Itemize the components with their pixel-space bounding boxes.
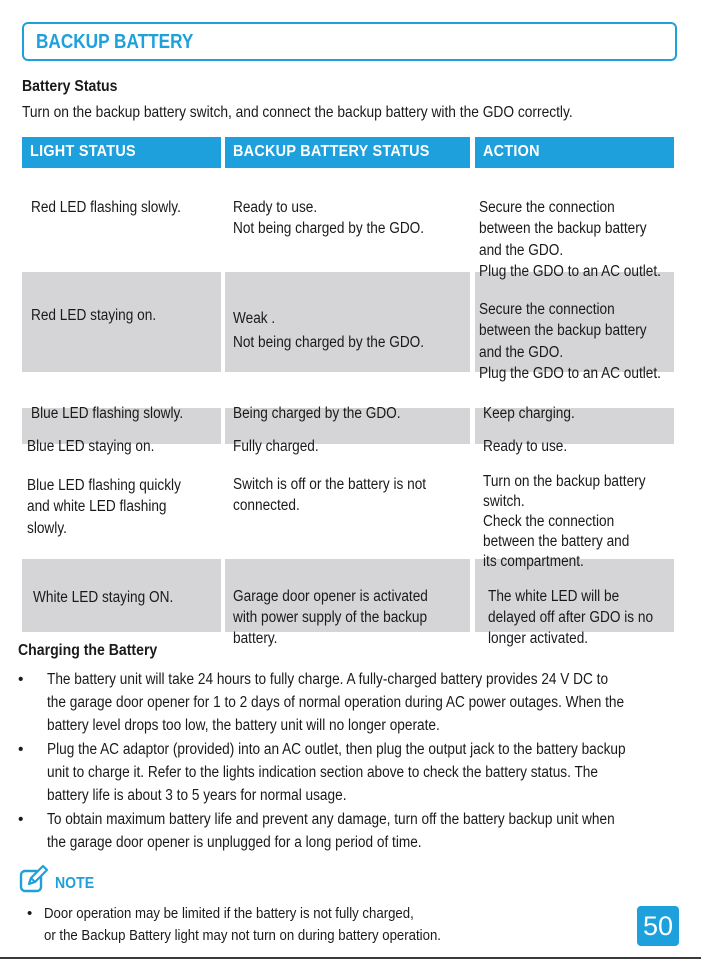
header-backup-battery-status: BACKUP BATTERY STATUS: [225, 137, 470, 168]
header-action: ACTION: [475, 137, 674, 168]
note-pencil-icon: [19, 864, 49, 894]
banner-title: BACKUP BATTERY: [36, 31, 194, 53]
row-4-status: Fully charged.: [233, 437, 319, 455]
row-1-status: Ready to use. Not being charged by the GDO.: [233, 198, 425, 237]
row-1-light: Red LED flashing slowly.: [31, 198, 181, 216]
row-3-light: Blue LED flashing slowly.: [31, 404, 184, 422]
page-number: 50: [637, 906, 679, 946]
row-3-status: Being charged by the GDO.: [233, 404, 401, 422]
row-4-light: Blue LED staying on.: [27, 437, 155, 455]
bottom-rule: [0, 957, 701, 959]
row-2-light: Red LED staying on.: [31, 306, 157, 324]
charging-heading: Charging the Battery: [18, 642, 158, 659]
row-5-light: Blue LED flashing quickly and white LED flashing slowly.: [27, 476, 181, 537]
row-5-action: Turn on the backup battery switch. Check the connection between the battery and its compartment.: [483, 473, 646, 570]
header-light-status: LIGHT STATUS: [22, 137, 221, 168]
row-4-action: Ready to use.: [483, 437, 568, 455]
row-1-action: Secure the connection between the backup battery and the GDO. Plug the GDO to an AC outlet.: [479, 198, 661, 280]
row-6-light: White LED staying ON.: [33, 588, 174, 606]
battery-status-intro: Turn on the backup battery switch, and connect the backup battery with the GDO correctly.: [22, 104, 573, 121]
row-3-action: Keep charging.: [483, 404, 575, 422]
row-5-status: Switch is off or the battery is not connected.: [233, 475, 427, 514]
note-label: NOTE: [55, 875, 95, 892]
row-6-action: The white LED will be delayed off after GDO is no longer activated.: [488, 588, 654, 647]
battery-status-heading: Battery Status: [22, 78, 118, 95]
row-6-status: Garage door opener is activated with power supply of the backup battery.: [233, 588, 428, 647]
row-2-status: Weak . Not being charged by the GDO.: [233, 310, 425, 351]
row-2-action: Secure the connection between the backup battery and the GDO. Plug the GDO to an AC outlet.: [479, 300, 661, 382]
section-banner: [22, 22, 677, 61]
